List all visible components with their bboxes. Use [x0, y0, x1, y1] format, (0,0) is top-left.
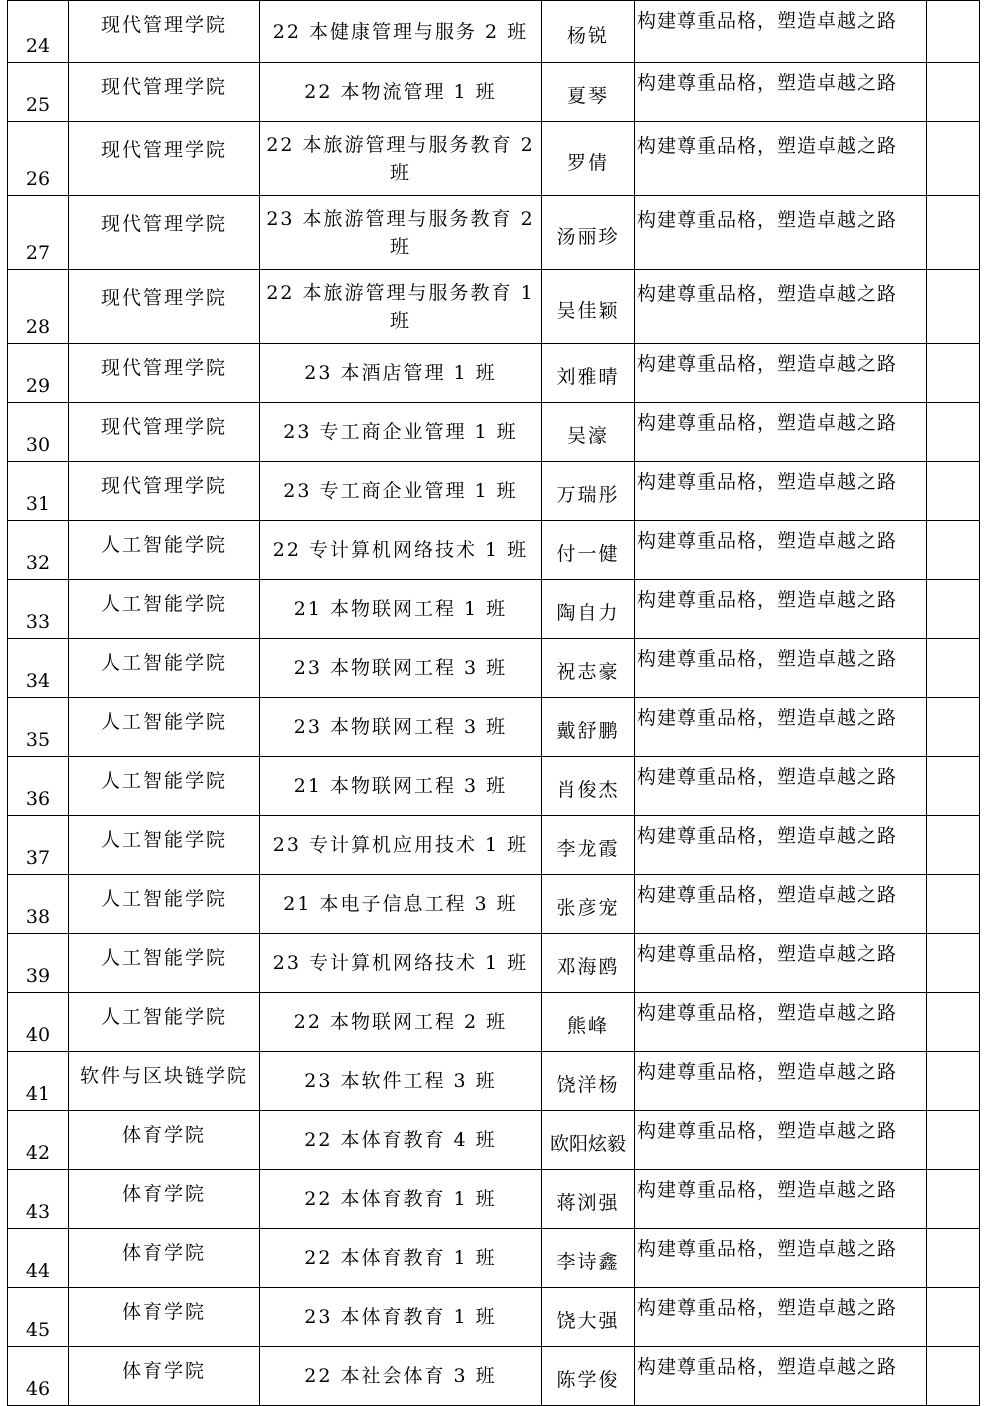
- class-cell: 21 本物联网工程 3 班: [260, 757, 542, 816]
- student-name-cell: 夏琴: [542, 63, 635, 122]
- student-name-cell: 万瑞彤: [542, 462, 635, 521]
- class-cell: 23 专计算机应用技术 1 班: [260, 816, 542, 875]
- table-row: [8, 1111, 980, 1170]
- table-row: [8, 698, 980, 757]
- table-row: [8, 1288, 980, 1347]
- blank-cell: [927, 1347, 980, 1406]
- row-number: 30: [8, 403, 69, 462]
- row-number: 29: [8, 344, 69, 403]
- work-title-cell: 构建尊重品格，塑造卓越之路: [635, 1170, 927, 1229]
- student-name-cell: 熊峰: [542, 993, 635, 1052]
- student-name-cell: 肖俊杰: [542, 757, 635, 816]
- blank-cell: [927, 270, 980, 344]
- college-cell: 人工智能学院: [69, 580, 260, 639]
- blank-cell: [927, 462, 980, 521]
- class-cell: 23 专计算机网络技术 1 班: [260, 934, 542, 993]
- table-row: [8, 521, 980, 580]
- work-title-cell: 构建尊重品格，塑造卓越之路: [635, 993, 927, 1052]
- class-cell: 22 本体育教育 1 班: [260, 1170, 542, 1229]
- college-cell: 人工智能学院: [69, 639, 260, 698]
- table-row: [8, 580, 980, 639]
- work-title-cell: 构建尊重品格，塑造卓越之路: [635, 344, 927, 403]
- college-cell: 人工智能学院: [69, 875, 260, 934]
- work-title-cell: 构建尊重品格，塑造卓越之路: [635, 816, 927, 875]
- blank-cell: [927, 816, 980, 875]
- work-title-cell: 构建尊重品格，塑造卓越之路: [635, 1, 927, 63]
- class-cell: 22 本社会体育 3 班: [260, 1347, 542, 1406]
- table-row: [8, 63, 980, 122]
- table-row: [8, 757, 980, 816]
- table-row: [8, 1229, 980, 1288]
- row-number: 33: [8, 580, 69, 639]
- class-cell: 23 本物联网工程 3 班: [260, 639, 542, 698]
- table-row: [8, 1052, 980, 1111]
- class-cell: 23 专工商企业管理 1 班: [260, 403, 542, 462]
- table-row: [8, 816, 980, 875]
- student-name-cell: 李龙霞: [542, 816, 635, 875]
- work-title-cell: 构建尊重品格，塑造卓越之路: [635, 698, 927, 757]
- blank-cell: [927, 875, 980, 934]
- college-cell: 人工智能学院: [69, 816, 260, 875]
- work-title-cell: 构建尊重品格，塑造卓越之路: [635, 757, 927, 816]
- college-cell: 体育学院: [69, 1347, 260, 1406]
- blank-cell: [927, 1, 980, 63]
- college-cell: 体育学院: [69, 1229, 260, 1288]
- table-row: [8, 934, 980, 993]
- blank-cell: [927, 122, 980, 196]
- row-number: 32: [8, 521, 69, 580]
- table-row: [8, 270, 980, 344]
- student-name-cell: 李诗鑫: [542, 1229, 635, 1288]
- row-number: 25: [8, 63, 69, 122]
- work-title-cell: 构建尊重品格，塑造卓越之路: [635, 196, 927, 270]
- row-number: 41: [8, 1052, 69, 1111]
- work-title-cell: 构建尊重品格，塑造卓越之路: [635, 270, 927, 344]
- row-number: 28: [8, 270, 69, 344]
- college-cell: 体育学院: [69, 1111, 260, 1170]
- college-cell: 体育学院: [69, 1288, 260, 1347]
- student-name-cell: 付一健: [542, 521, 635, 580]
- row-number: 45: [8, 1288, 69, 1347]
- blank-cell: [927, 580, 980, 639]
- table-row: [8, 993, 980, 1052]
- student-name-cell: 刘雅晴: [542, 344, 635, 403]
- award-list-body: [8, 1, 980, 1406]
- blank-cell: [927, 1052, 980, 1111]
- work-title-cell: 构建尊重品格，塑造卓越之路: [635, 875, 927, 934]
- blank-cell: [927, 934, 980, 993]
- work-title-cell: 构建尊重品格，塑造卓越之路: [635, 1052, 927, 1111]
- table-row: [8, 875, 980, 934]
- college-cell: 现代管理学院: [69, 403, 260, 462]
- class-cell: 23 本软件工程 3 班: [260, 1052, 542, 1111]
- college-cell: 人工智能学院: [69, 698, 260, 757]
- class-cell: 22 专计算机网络技术 1 班: [260, 521, 542, 580]
- class-cell: 22 本旅游管理与服务教育 1 班: [260, 270, 542, 344]
- student-name-cell: 罗倩: [542, 122, 635, 196]
- blank-cell: [927, 1111, 980, 1170]
- row-number: 39: [8, 934, 69, 993]
- college-cell: 现代管理学院: [69, 344, 260, 403]
- student-name-cell: 祝志豪: [542, 639, 635, 698]
- work-title-cell: 构建尊重品格，塑造卓越之路: [635, 403, 927, 462]
- work-title-cell: 构建尊重品格，塑造卓越之路: [635, 63, 927, 122]
- college-cell: 体育学院: [69, 1170, 260, 1229]
- work-title-cell: 构建尊重品格，塑造卓越之路: [635, 122, 927, 196]
- student-name-cell: 吴佳颖: [542, 270, 635, 344]
- college-cell: 人工智能学院: [69, 934, 260, 993]
- row-number: 24: [8, 1, 69, 63]
- table-row: [8, 1170, 980, 1229]
- college-cell: 现代管理学院: [69, 1, 260, 63]
- row-number: 26: [8, 122, 69, 196]
- blank-cell: [927, 1288, 980, 1347]
- college-cell: 现代管理学院: [69, 462, 260, 521]
- blank-cell: [927, 1170, 980, 1229]
- table-row: [8, 122, 980, 196]
- row-number: 44: [8, 1229, 69, 1288]
- row-number: 35: [8, 698, 69, 757]
- work-title-cell: 构建尊重品格，塑造卓越之路: [635, 580, 927, 639]
- row-number: 43: [8, 1170, 69, 1229]
- blank-cell: [927, 63, 980, 122]
- table-row: [8, 1347, 980, 1406]
- class-cell: 23 本酒店管理 1 班: [260, 344, 542, 403]
- row-number: 42: [8, 1111, 69, 1170]
- table-row: [8, 403, 980, 462]
- row-number: 31: [8, 462, 69, 521]
- student-name-cell: 陈学俊: [542, 1347, 635, 1406]
- class-cell: 23 本物联网工程 3 班: [260, 698, 542, 757]
- college-cell: 人工智能学院: [69, 757, 260, 816]
- college-cell: 现代管理学院: [69, 122, 260, 196]
- blank-cell: [927, 698, 980, 757]
- student-name-cell: 邓海鸥: [542, 934, 635, 993]
- student-name-cell: 陶自力: [542, 580, 635, 639]
- blank-cell: [927, 1229, 980, 1288]
- blank-cell: [927, 403, 980, 462]
- class-cell: 21 本物联网工程 1 班: [260, 580, 542, 639]
- college-cell: 现代管理学院: [69, 63, 260, 122]
- blank-cell: [927, 757, 980, 816]
- class-cell: 23 本旅游管理与服务教育 2 班: [260, 196, 542, 270]
- class-cell: 22 本物流管理 1 班: [260, 63, 542, 122]
- row-number: 37: [8, 816, 69, 875]
- student-name-cell: 张彦宠: [542, 875, 635, 934]
- college-cell: 人工智能学院: [69, 521, 260, 580]
- student-name-cell: 吴濠: [542, 403, 635, 462]
- work-title-cell: 构建尊重品格，塑造卓越之路: [635, 462, 927, 521]
- student-name-cell: 戴舒鹏: [542, 698, 635, 757]
- work-title-cell: 构建尊重品格，塑造卓越之路: [635, 1347, 927, 1406]
- blank-cell: [927, 993, 980, 1052]
- class-cell: 21 本电子信息工程 3 班: [260, 875, 542, 934]
- blank-cell: [927, 639, 980, 698]
- student-name-cell: 汤丽珍: [542, 196, 635, 270]
- college-cell: 现代管理学院: [69, 270, 260, 344]
- class-cell: 22 本物联网工程 2 班: [260, 993, 542, 1052]
- student-name-cell: 饶大强: [542, 1288, 635, 1347]
- blank-cell: [927, 196, 980, 270]
- work-title-cell: 构建尊重品格，塑造卓越之路: [635, 934, 927, 993]
- table-row: [8, 1, 980, 63]
- class-cell: 22 本旅游管理与服务教育 2 班: [260, 122, 542, 196]
- row-number: 38: [8, 875, 69, 934]
- table-row: [8, 462, 980, 521]
- class-cell: 23 本体育教育 1 班: [260, 1288, 542, 1347]
- blank-cell: [927, 521, 980, 580]
- row-number: 46: [8, 1347, 69, 1406]
- row-number: 36: [8, 757, 69, 816]
- work-title-cell: 构建尊重品格，塑造卓越之路: [635, 1229, 927, 1288]
- work-title-cell: 构建尊重品格，塑造卓越之路: [635, 639, 927, 698]
- award-list-table: [7, 0, 980, 1406]
- row-number: 34: [8, 639, 69, 698]
- row-number: 27: [8, 196, 69, 270]
- college-cell: 人工智能学院: [69, 993, 260, 1052]
- table-row: [8, 344, 980, 403]
- row-number: 40: [8, 993, 69, 1052]
- student-name-cell: 杨锐: [542, 1, 635, 63]
- class-cell: 22 本体育教育 1 班: [260, 1229, 542, 1288]
- blank-cell: [927, 344, 980, 403]
- table-row: [8, 639, 980, 698]
- student-name-cell: 饶洋杨: [542, 1052, 635, 1111]
- college-cell: 软件与区块链学院: [69, 1052, 260, 1111]
- class-cell: 23 专工商企业管理 1 班: [260, 462, 542, 521]
- work-title-cell: 构建尊重品格，塑造卓越之路: [635, 1111, 927, 1170]
- table-row: [8, 196, 980, 270]
- work-title-cell: 构建尊重品格，塑造卓越之路: [635, 521, 927, 580]
- work-title-cell: 构建尊重品格，塑造卓越之路: [635, 1288, 927, 1347]
- college-cell: 现代管理学院: [69, 196, 260, 270]
- class-cell: 22 本健康管理与服务 2 班: [260, 1, 542, 63]
- class-cell: 22 本体育教育 4 班: [260, 1111, 542, 1170]
- student-name-cell: 欧阳炫毅: [542, 1111, 635, 1170]
- student-name-cell: 蒋浏强: [542, 1170, 635, 1229]
